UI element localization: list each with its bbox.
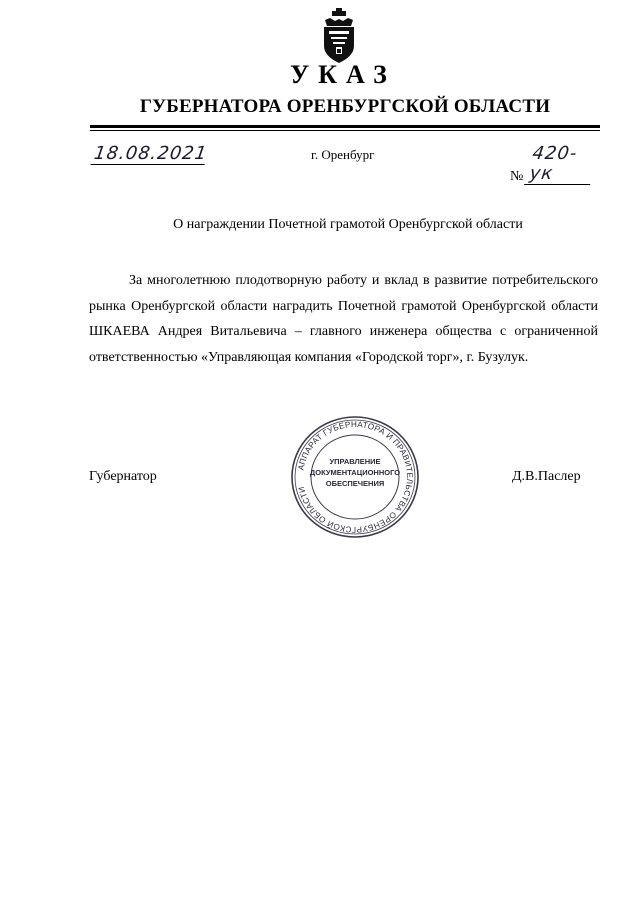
document-city: г. Оренбург [311,147,375,162]
signatory-position: Губернатор [89,469,157,484]
seal-center-line-1: УПРАВЛЕНИЕ [329,457,381,466]
office-seal [289,414,421,540]
header-rule-thin [90,130,600,131]
seal-center-line-2: ДОКУМЕНТАЦИОННОГО [309,468,401,477]
document-body: За многолетнюю плодотворную работу и вклад в развитие потребительского рынка Оренбургской области наградить Почетной грамотой Оренбургской области ШКАЕВА Андрея Витальевича – главного инженера общества с ограниченной ответственностью «Управляющая компания «Городской торг», г. Бузулук. [89,273,598,365]
document-number [510,144,602,185]
number-sign: № [510,169,524,184]
coat-of-arms-icon [320,8,358,64]
seal-inner-ring [311,435,399,519]
document-date [92,143,209,165]
seal-ring-text: АППАРАТ ГУБЕРНАТОРА И ПРАВИТЕЛЬСТВА ОРЕНБУРГСКОЙ ОБЛАСТИ [296,419,415,535]
document-subject: О награждении Почетной грамотой Оренбургской области [173,217,523,232]
handwritten-number: 420-ук [524,144,596,185]
seal-center-line-3: ОБЕСПЕЧЕНИЯ [325,479,385,488]
document-title: УКАЗ [290,60,396,89]
header-rule [90,125,600,128]
signatory-name: Д.В.Паслер [512,469,581,484]
handwritten-date: 18.08.2021 [91,144,208,165]
document-subtitle: ГУБЕРНАТОРА ОРЕНБУРГСКОЙ ОБЛАСТИ [139,96,551,117]
